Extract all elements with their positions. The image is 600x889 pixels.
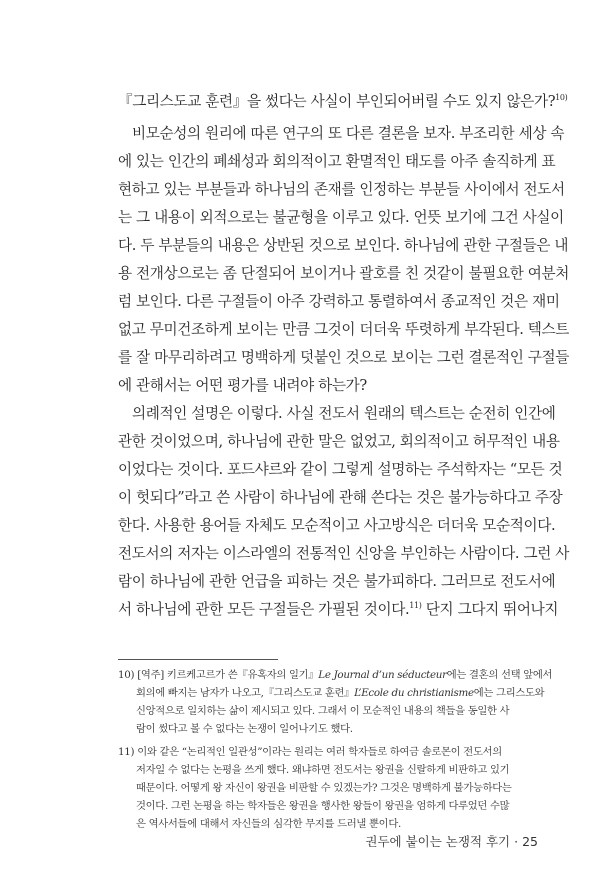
body-line: 럼 보인다. 다른 구절들이 아주 강력하고 통렬하여서 종교적인 것은 재미 <box>118 293 560 310</box>
footnote-ref-11: 11) <box>409 601 422 611</box>
body-line: 의례적인 설명은 이렇다. 사실 전도서 원래의 텍스트는 순전히 인간에 <box>132 405 556 422</box>
body-line: 람이 하나님에 관한 언급을 피하는 것은 불가피하다. 그러므로 전도서에 <box>118 573 556 590</box>
body-line: 비모순성의 원리에 따른 연구의 또 다른 결론을 보자. 부조리한 세상 속 <box>132 125 565 142</box>
body-line: 이 헛되다”라고 쓴 사람이 하나님에 관해 쓴다는 것은 불가능하다고 주장 <box>118 489 563 506</box>
footnote-10: 10) [역주] 키르케고르가 쓴『유혹자의 일기』Le Journal d’un séducteur에는 결혼의 선택 앞에서 회의에 빠지는 남자가 나오고,『그리스도교 훈련』L’Ecole du christianisme에는 그리스도와 신앙적으로 일치하는 삶이 제시되고 있다. 그래서 이 모순적인 내용의 책들을 동일한 사 람이 썼다고 볼 수 없다는 논쟁이 일어나기도 했다. <box>118 666 538 756</box>
footnote-line: 때문이다. 어떻게 왕 자신이 왕권을 비판할 수 있겠는가? 그것은 명백하게 불가능하다는 <box>136 782 512 794</box>
footnote-number: 11) <box>118 746 135 758</box>
body-line: 전도서의 저자는 이스라엘의 전통적인 신앙을 부인하는 사람이다. 그런 사 <box>118 545 570 562</box>
body-line: 를 잘 마무리하려고 명백하게 덧붙인 것으로 보이는 그런 결론적인 구절들 <box>118 349 570 366</box>
body-line: 한다. 사용한 용어들 자체도 모순적이고 사고방식은 더더욱 모순적이다. <box>118 517 556 534</box>
footer-separator: · <box>514 834 519 849</box>
body-line: 다. 두 부분들의 내용은 상반된 것으로 보인다. 하나님에 관한 구절들은 내 <box>118 237 569 254</box>
footnote-line: 은 역사서들에 대해서 자신들의 심각한 무지를 드러낼 뿐이다. <box>136 818 401 830</box>
body-line: 『그리스도교 훈련』을 썼다는 사실이 부인되어버릴 수도 있지 않은가?$^{10)}$ <box>118 93 568 110</box>
body-line: 에 관해서는 어떤 평가를 내려야 하는가? <box>118 377 367 394</box>
footnote-line: 람이 썼다고 볼 수 없다는 논쟁이 일어나기도 했다. <box>136 723 353 735</box>
body-line: 이었다는 것이다. 포드샤르와 같이 그렇게 설명하는 주석학자는 “모든 것 <box>118 461 563 478</box>
book-title: L’Ecole du christianisme <box>354 687 474 699</box>
page-footer <box>365 832 538 850</box>
footnote-line: 것이다. 그런 논평을 하는 학자들은 왕권을 행사한 왕들이 왕권을 엄하게 다루었던 수많 <box>136 800 510 812</box>
body-line: 는 그 내용이 외적으로는 불균형을 이루고 있다. 언뜻 보기에 그건 사실이 <box>118 209 564 226</box>
footnote-line: 신앙적으로 일치하는 삶이 제시되고 있다. 그래서 이 모순적인 내용의 책들을 동일한 사 <box>136 705 510 717</box>
body-line: 서 하나님에 관한 모든 구절들은 가필된 것이다.$^{11)}$ 단지 그다지 뛰어나지 <box>118 601 559 618</box>
footnote-11: 11) 이와 같은 “논리적인 일관성”이라는 원리는 여러 학자들로 하여금 솔로몬이 전도서의 저자일 수 없다는 논평을 쓰게 했다. 왜냐하면 전도서는 왕권을 신랄하게 비판하고 있기 때문이다. 어떻게 왕 자신이 왕권을 비판할 수 있겠는가? 그것은 명백하게 불가능하다는 것이다. 그런 논평을 하는 학자들은 왕권을 행사한 왕들이 왕권을 엄하게 다루었던 수많 은 역사서들에 대해서 자신들의 심각한 무지를 드러낼 뿐이다. <box>118 743 538 833</box>
page-number: 25 <box>522 834 538 849</box>
footnote-line: 저자일 수 없다는 논평을 쓰게 했다. 왜냐하면 전도서는 왕권을 신랄하게 비판하고 있기 <box>136 764 510 776</box>
book-title: Le Journal d’un séducteur <box>318 669 447 681</box>
body-line: 없고 무미건조하게 보이는 만큼 그것이 더더욱 뚜렷하게 부각된다. 텍스트 <box>118 321 570 338</box>
body-line: 용 전개상으로는 좀 단절되어 보이거나 괄호를 친 것같이 불필요한 여분처 <box>118 265 570 282</box>
running-title: 권두에 붙이는 논쟁적 후기 <box>365 834 511 849</box>
footnote-ref-10: 10) <box>555 93 568 103</box>
body-line: 현하고 있는 부분들과 하나님의 존재를 인정하는 부분들 사이에서 전도서 <box>118 181 565 198</box>
footnote-number: 10) <box>118 669 135 681</box>
footnote-divider <box>118 659 278 660</box>
body-line: 에 있는 인간의 폐쇄성과 회의적이고 환멸적인 태도를 아주 솔직하게 표 <box>118 153 556 170</box>
body-line: 관한 것이었으며, 하나님에 관한 말은 없었고, 회의적이고 허무적인 내용 <box>118 433 560 450</box>
